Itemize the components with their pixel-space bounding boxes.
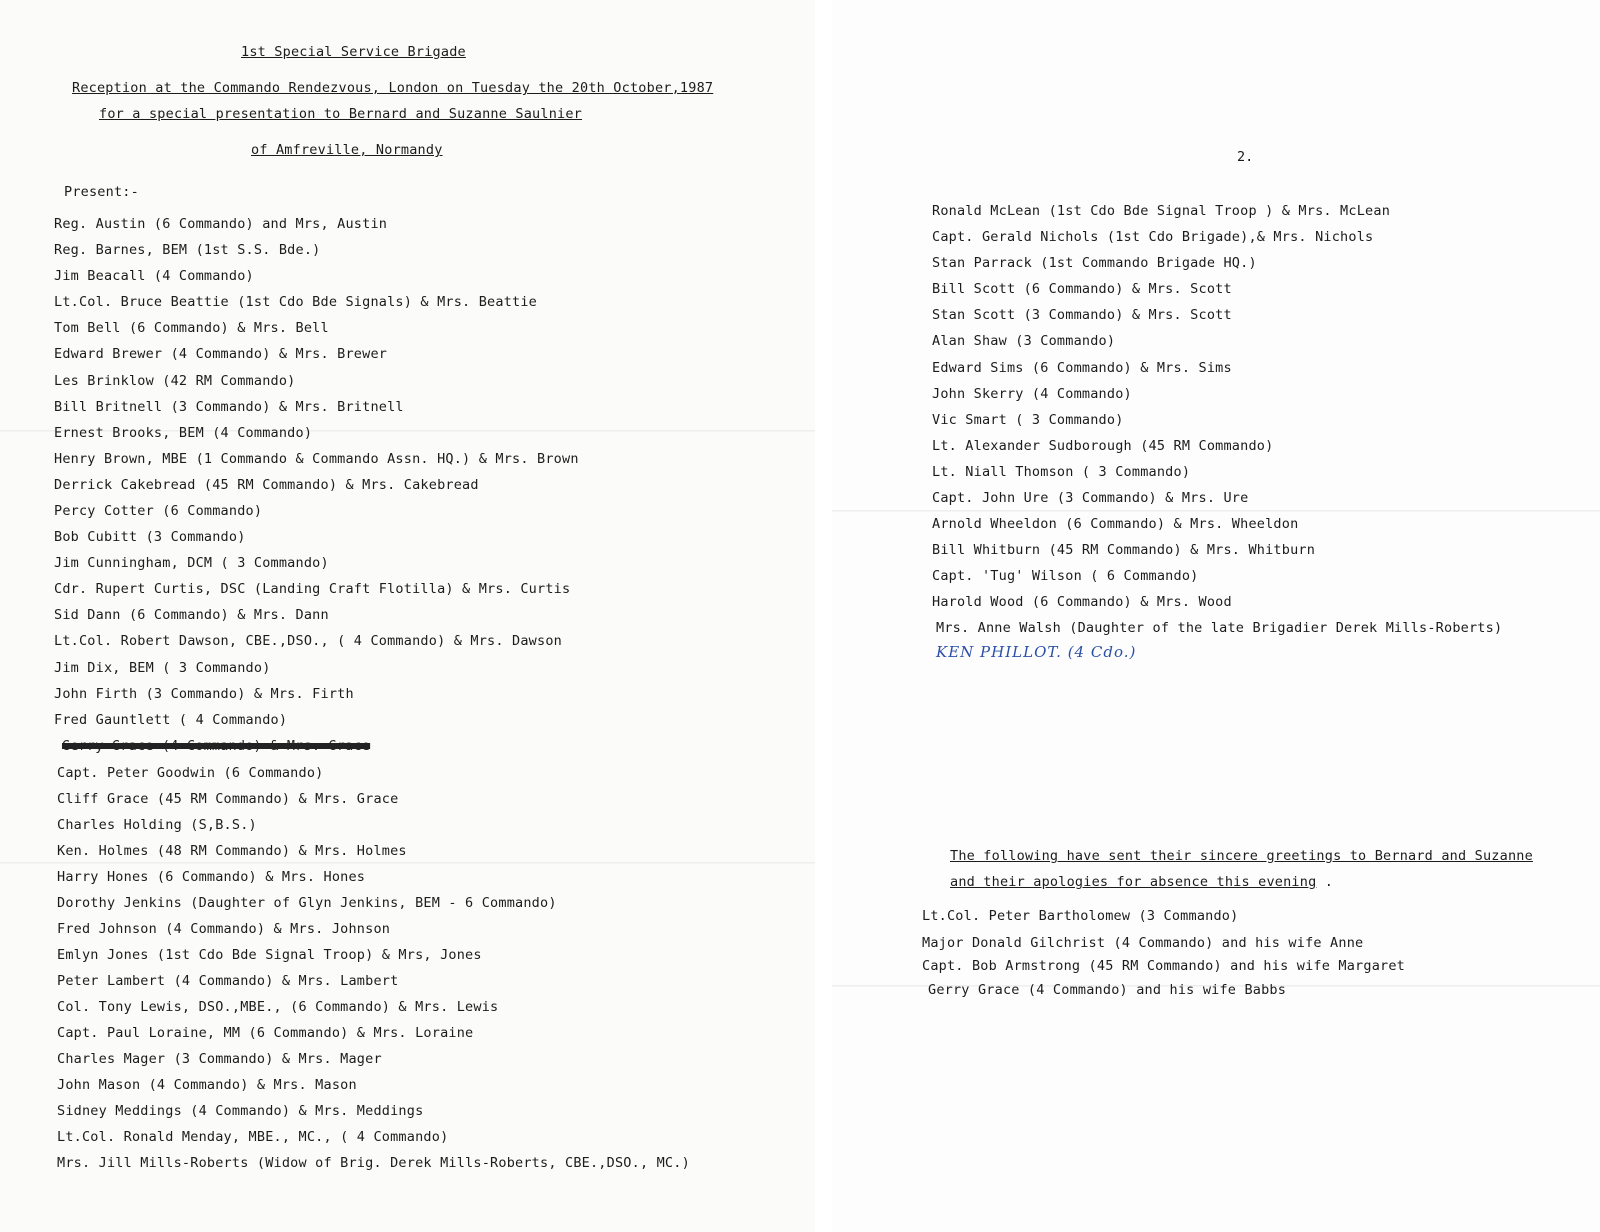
attendee-entry: Lt. Niall Thomson ( 3 Commando) (932, 464, 1191, 480)
attendee-entry: Cdr. Rupert Curtis, DSC (Landing Craft Flotilla) & Mrs. Curtis (54, 581, 571, 597)
apology-entry: Major Donald Gilchrist (4 Commando) and his wife Anne (922, 935, 1364, 951)
attendee-entry: Vic Smart ( 3 Commando) (932, 412, 1124, 428)
attendee-entry: Ken. Holmes (48 RM Commando) & Mrs. Holmes (57, 843, 407, 859)
attendee-entry: Les Brinklow (42 RM Commando) (54, 373, 296, 389)
fold-line (0, 862, 815, 864)
attendee-entry: Mrs. Jill Mills-Roberts (Widow of Brig. Derek Mills-Roberts, CBE.,DSO., MC.) (57, 1155, 690, 1171)
attendee-entry: Tom Bell (6 Commando) & Mrs. Bell (54, 320, 329, 336)
attendee-entry: Harry Hones (6 Commando) & Mrs. Hones (57, 869, 366, 885)
attendee-entry: Percy Cotter (6 Commando) (54, 503, 263, 519)
document-title: 1st Special Service Brigade (241, 44, 466, 60)
attendee-entry: Alan Shaw (3 Commando) (932, 333, 1116, 349)
attendee-entry: Stan Scott (3 Commando) & Mrs. Scott (932, 307, 1232, 323)
attendee-entry: Cliff Grace (45 RM Commando) & Mrs. Grace (57, 791, 399, 807)
attendee-entry: Sid Dann (6 Commando) & Mrs. Dann (54, 607, 329, 623)
greetings-heading-text: The following have sent their sincere greetings to Bernard and Suzanne (950, 848, 1533, 864)
attendee-entry: Emlyn Jones (1st Cdo Bde Signal Troop) & Mrs, Jones (57, 947, 482, 963)
attendee-entry: Bill Scott (6 Commando) & Mrs. Scott (932, 281, 1232, 297)
attendee-entry: Edward Sims (6 Commando) & Mrs. Sims (932, 360, 1232, 376)
greetings-heading-text: and their apologies for absence this evening (950, 874, 1317, 890)
attendee-entry: Capt. Gerald Nichols (1st Cdo Brigade),& Mrs. Nichols (932, 229, 1374, 245)
attendee-entry: Bill Britnell (3 Commando) & Mrs. Britnell (54, 399, 404, 415)
attendee-entry: Jim Beacall (4 Commando) (54, 268, 254, 284)
attendee-entry: Jim Cunningham, DCM ( 3 Commando) (54, 555, 329, 571)
attendee-entry: Capt. John Ure (3 Commando) & Mrs. Ure (932, 490, 1249, 506)
attendee-entry: Harold Wood (6 Commando) & Mrs. Wood (932, 594, 1232, 610)
attendee-entry: Charles Mager (3 Commando) & Mrs. Mager (57, 1051, 382, 1067)
attendee-entry: Sidney Meddings (4 Commando) & Mrs. Meddings (57, 1103, 424, 1119)
attendee-entry: Derrick Cakebread (45 RM Commando) & Mrs. Cakebread (54, 477, 479, 493)
attendee-entry: Reg. Barnes, BEM (1st S.S. Bde.) (54, 242, 321, 258)
attendee-entry: Stan Parrack (1st Commando Brigade HQ.) (932, 255, 1257, 271)
attendee-entry: Capt. Paul Loraine, MM (6 Commando) & Mrs. Loraine (57, 1025, 474, 1041)
fold-line (832, 510, 1600, 512)
attendee-entry: Ronald McLean (1st Cdo Bde Signal Troop ) & Mrs. McLean (932, 203, 1391, 219)
apology-entry: Gerry Grace (4 Commando) and his wife Babbs (928, 982, 1287, 998)
attendee-entry: Arnold Wheeldon (6 Commando) & Mrs. Wheeldon (932, 516, 1299, 532)
document-subtitle-line-1: Reception at the Commando Rendezvous, London on Tuesday the 20th October,1987 (72, 80, 714, 96)
right-page (832, 0, 1600, 1232)
attendee-entry: Jim Dix, BEM ( 3 Commando) (54, 660, 271, 676)
attendee-entry: John Skerry (4 Commando) (932, 386, 1132, 402)
attendee-entry: Peter Lambert (4 Commando) & Mrs. Lambert (57, 973, 399, 989)
attendee-entry: Capt. 'Tug' Wilson ( 6 Commando) (932, 568, 1199, 584)
document-subtitle-line-3: of Amfreville, Normandy (251, 142, 443, 158)
apology-entry: Lt.Col. Peter Bartholomew (3 Commando) (922, 908, 1239, 924)
attendee-entry: Mrs. Anne Walsh (Daughter of the late Brigadier Derek Mills-Roberts) (936, 620, 1503, 636)
attendee-entry: John Mason (4 Commando) & Mrs. Mason (57, 1077, 357, 1093)
greetings-heading-line-2 (950, 874, 1333, 890)
struck-entry: Gerry Grace (4 Commando) & Mrs. Grace (62, 738, 371, 754)
attendee-entry: Henry Brown, MBE (1 Commando & Commando Assn. HQ.) & Mrs. Brown (54, 451, 579, 467)
attendee-entry: Lt.Col. Ronald Menday, MBE., MC., ( 4 Commando) (57, 1129, 449, 1145)
attendee-entry: Capt. Peter Goodwin (6 Commando) (57, 765, 324, 781)
page-number: 2. (1237, 149, 1254, 165)
apology-entry: Capt. Bob Armstrong (45 RM Commando) and his wife Margaret (922, 958, 1406, 974)
attendee-entry: Charles Holding (S,B.S.) (57, 817, 257, 833)
attendee-entry: John Firth (3 Commando) & Mrs. Firth (54, 686, 354, 702)
attendee-entry: Bill Whitburn (45 RM Commando) & Mrs. Whitburn (932, 542, 1316, 558)
attendee-entry: Fred Johnson (4 Commando) & Mrs. Johnson (57, 921, 391, 937)
attendee-entry: Ernest Brooks, BEM (4 Commando) (54, 425, 313, 441)
present-label: Present:- (64, 184, 139, 200)
handwritten-note: KEN PHILLOT. (4 Cdo.) (936, 643, 1137, 661)
document-subtitle-line-2: for a special presentation to Bernard and Suzanne Saulnier (99, 106, 583, 122)
attendee-entry: Lt. Alexander Sudborough (45 RM Commando) (932, 438, 1274, 454)
greetings-heading-line-1 (950, 848, 1533, 864)
attendee-entry: Lt.Col. Bruce Beattie (1st Cdo Bde Signals) & Mrs. Beattie (54, 294, 538, 310)
attendee-entry: Edward Brewer (4 Commando) & Mrs. Brewer (54, 346, 388, 362)
attendee-entry: Dorothy Jenkins (Daughter of Glyn Jenkins, BEM - 6 Commando) (57, 895, 557, 911)
attendee-entry: Lt.Col. Robert Dawson, CBE.,DSO., ( 4 Commando) & Mrs. Dawson (54, 633, 562, 649)
attendee-entry: Fred Gauntlett ( 4 Commando) (54, 712, 288, 728)
attendee-entry: Reg. Austin (6 Commando) and Mrs, Austin (54, 216, 388, 232)
attendee-entry: Bob Cubitt (3 Commando) (54, 529, 246, 545)
greetings-punctuation: . (1316, 874, 1334, 890)
attendee-entry: Col. Tony Lewis, DSO.,MBE., (6 Commando) & Mrs. Lewis (57, 999, 499, 1015)
